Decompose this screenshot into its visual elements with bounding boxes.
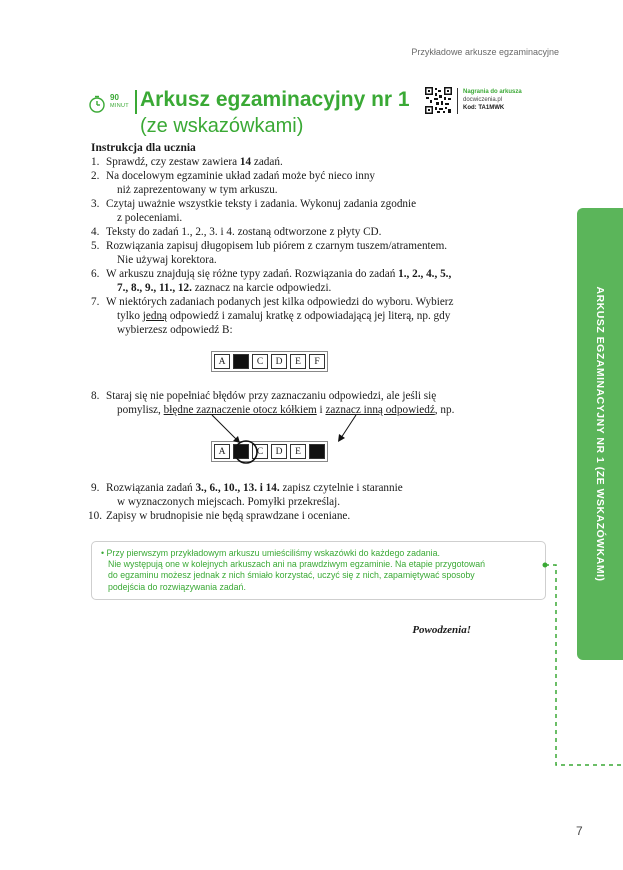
timer-minutes: 90: [110, 93, 119, 102]
good-luck-text: Powodzenia!: [412, 624, 471, 636]
qr-divider: [457, 88, 458, 114]
tip-line: • Przy pierwszym przykładowym arkuszu umieściliśmy wskazówki do każdego zadania.: [101, 548, 440, 558]
answer-cell-filled: [233, 354, 249, 369]
side-tab: [577, 208, 623, 660]
header-note: Przykładowe arkusze egzaminacyjne: [411, 47, 559, 57]
answer-cell: D: [271, 354, 287, 369]
arrow-to-new: [341, 415, 356, 438]
recording-label: Nagrania do arkusza: [463, 89, 522, 95]
answer-cell: F: [309, 354, 325, 369]
answer-cell: E: [290, 444, 306, 459]
page-subtitle: (ze wskazówkami): [140, 115, 304, 137]
tip-line: do egzaminu możesz jednak z nich śmiało korzystać, uczyć się z nich, zapamiętywać sposoby: [108, 570, 475, 581]
timer-unit: MINUT: [110, 103, 129, 109]
recording-site[interactable]: docwiczenia.pl: [463, 97, 503, 103]
page-title: Arkusz egzaminacyjny nr 1: [140, 88, 410, 111]
side-tab-label: ARKUSZ EGZAMINACYJNY NR 1 (ZE WSKAZÓWKAMI): [594, 286, 606, 582]
stopwatch-icon: [88, 95, 106, 113]
answer-cell: C: [252, 444, 268, 459]
example-arrows: [200, 410, 380, 470]
page-number: 7: [576, 824, 583, 838]
tip-line: podejścia do rozwiązywania zadań.: [108, 581, 246, 592]
tip-line: Nie występują one w kolejnych arkuszach ani na prawdziwym egzaminie. Na etapie przygotowań: [108, 559, 485, 570]
answer-example-1: [211, 351, 328, 372]
answer-cell: A: [214, 444, 230, 459]
recording-info: [463, 88, 522, 112]
timer-badge: [88, 93, 138, 121]
answer-cell: E: [290, 354, 306, 369]
arrow-to-circled: [212, 415, 237, 440]
arrowhead-new: [338, 434, 345, 442]
answer-cell: D: [271, 444, 287, 459]
circle-mark: [235, 441, 257, 463]
qr-code-icon[interactable]: [425, 87, 452, 114]
recording-code: Kod: TA1MWK: [463, 105, 505, 111]
answer-cell: C: [252, 354, 268, 369]
title-divider: [135, 90, 137, 114]
answer-cell: A: [214, 354, 230, 369]
instructions-heading: Instrukcja dla ucznia: [91, 142, 196, 154]
tip-box: [91, 541, 546, 600]
